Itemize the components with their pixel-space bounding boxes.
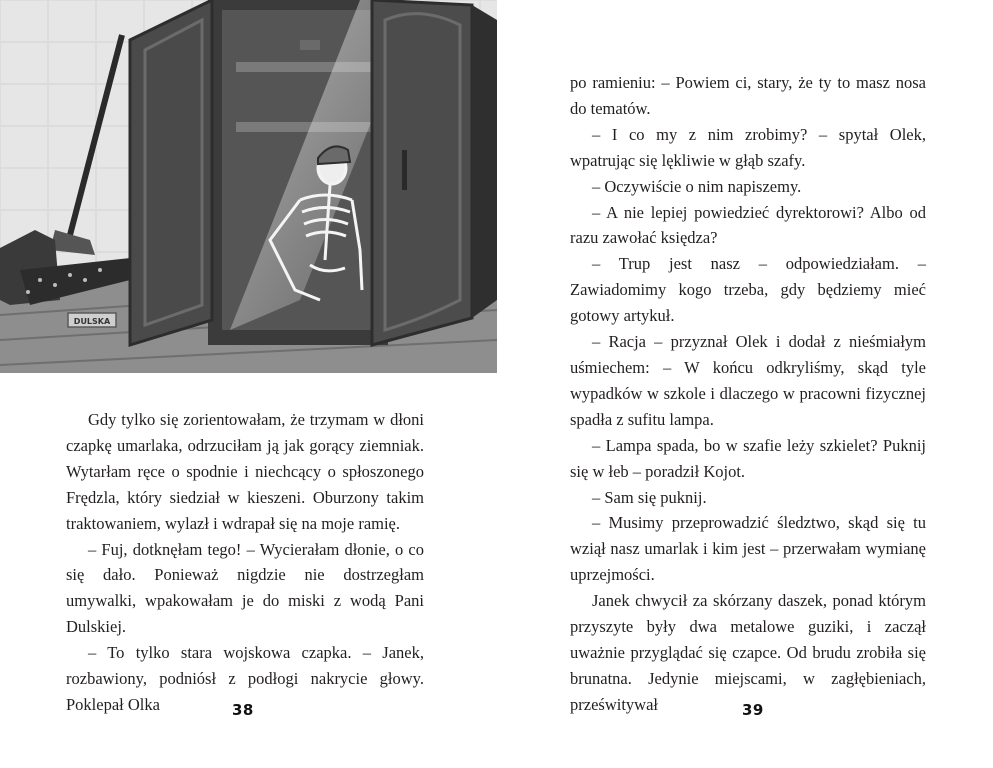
- paragraph: – A nie lepiej powiedzieć dyrektorowi? Albo od razu zawołać księdza?: [570, 202, 926, 248]
- paragraph: – Racja – przyznał Olek i dodał z nieśmiałym uśmiechem: – W końcu odkryliśmy, skąd tyle wypadków w szkole i dlaczego w pracowni fizycznej spadła z sufitu lampa.: [570, 332, 926, 429]
- floor-plate-text: DULSKA: [73, 317, 111, 326]
- paragraph: – Musimy przeprowadzić śledztwo, skąd się tu wziął nasz umarlak i kim jest – przerwałam wymianę uprzejmości.: [570, 513, 926, 585]
- paragraph: – Lampa spada, bo w szafie leży szkielet? Puknij się w łeb – poradził Kojot.: [570, 435, 926, 481]
- left-page: [0, 0, 496, 768]
- right-page: [497, 0, 993, 768]
- paragraph: po ramieniu: – Powiem ci, stary, że ty to masz nosa do tematów.: [570, 73, 926, 118]
- paragraph: – I co my z nim zrobimy? – spytał Olek, wpatrując się lękliwie w głąb szafy.: [570, 124, 926, 170]
- paragraph: – To tylko stara wojskowa czapka. – Janek, rozbawiony, podniósł z podłogi nakrycie głowy. Poklepał Olka: [66, 643, 424, 714]
- paragraph: – Trup jest nasz – odpowiedziałam. – Zawiadomimy kogo trzeba, gdy będziemy mieć gotowy artykuł.: [570, 254, 926, 326]
- wardrobe-illustration: [0, 0, 497, 373]
- right-page-text: [570, 70, 926, 718]
- paragraph: – Fuj, dotknęłam tego! – Wycierałam dłonie, o co się dało. Ponieważ nigdzie nie dostrzegłam umywalki, wpakowałam je do miski z wodą Pani Dulskiej.: [66, 539, 424, 637]
- paragraph: – Oczywiście o nim napiszemy.: [592, 176, 802, 196]
- page-number-right: 39: [742, 701, 764, 719]
- page-number-left: 38: [232, 701, 254, 719]
- paragraph: – Sam się puknij.: [592, 487, 707, 507]
- paragraph: Gdy tylko się zorientowałam, że trzymam w dłoni czapkę umarlaka, odrzuciłam ją jak gorący ziemniak. Wytarłam ręce o spodnie i niechcący o spłoszonego Frędzla, który siedział w kieszeni. Oburzony takim traktowaniem, wylazł i wdrapał się na moje ramię.: [66, 410, 424, 533]
- paragraph: Janek chwycił za skórzany daszek, ponad którym przyszyte były dwa metalowe guziki, i zaczął uważnie przyglądać się czapce. Od brudu zrobiła się brunatna. Jedynie miejscami, w zagłębieniach, prześwitywał: [570, 591, 926, 714]
- left-page-text: [66, 407, 424, 718]
